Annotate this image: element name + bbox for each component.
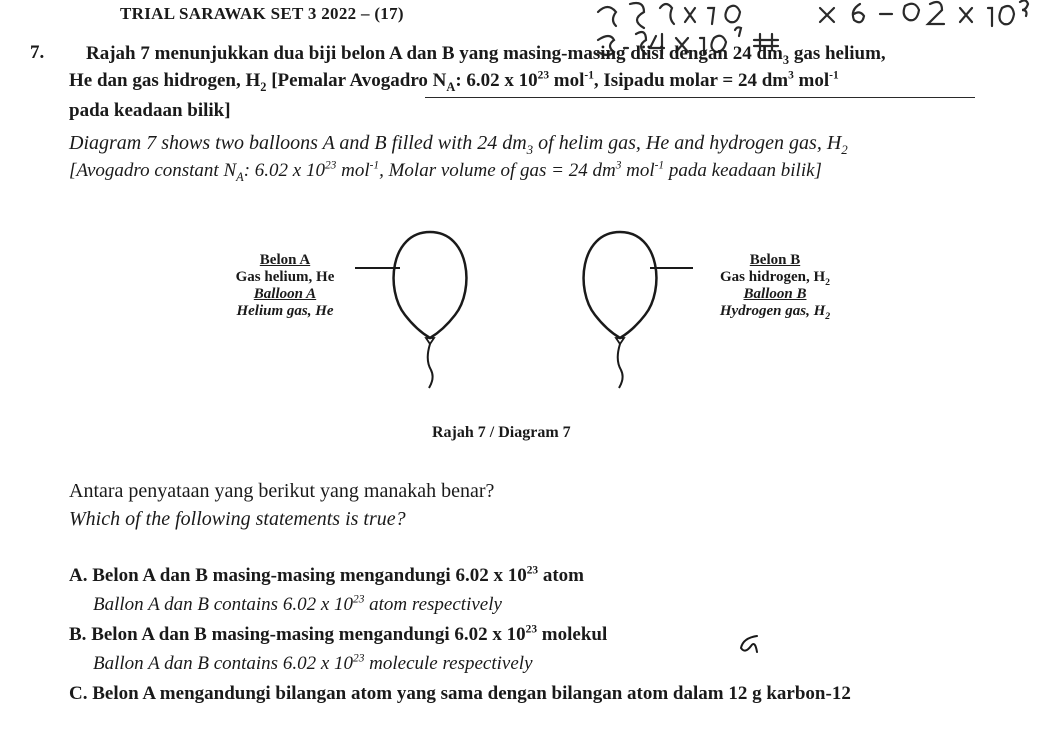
option-a-malay: A. Belon A dan B masing-masing mengandungi 6.02 x $10^{23}$ atom bbox=[69, 564, 584, 586]
question-malay-line2: He dan gas hidrogen, $H_2$ [Pemalar Avogadro $N_A$: 6.02 x $10^{23}$ mol$^{-1}$, Isipadu molar = 24 $dm^3$ mol$^{-1}$ bbox=[69, 69, 839, 94]
option-b-malay: B. Belon A dan B masing-masing mengandungi 6.02 x $10^{23}$ molekul bbox=[69, 623, 608, 645]
prompt-malay: Antara penyataan yang berikut yang manakah benar? bbox=[69, 480, 495, 502]
balloon-b-english-gas: Hydrogen gas, $H_2$ bbox=[719, 303, 831, 322]
question-malay-line3: pada keadaan bilik] bbox=[69, 100, 231, 121]
balloon-b bbox=[555, 220, 695, 395]
page-header: TRIAL SARAWAK SET 3 2022 – (17) bbox=[120, 4, 404, 23]
balloon-a-malay-gas: Gas helium, He bbox=[235, 269, 335, 285]
option-a-english: Ballon A dan B contains 6.02 x $10^{23}$ atom respectively bbox=[93, 593, 502, 615]
underline-mark bbox=[425, 97, 975, 98]
question-english-line1: Diagram 7 shows two balloons A and B filled with 24 $dm_3$ of helim gas, He and hydrogen gas, $H_2$ bbox=[69, 132, 848, 157]
option-b-english: Ballon A dan B contains 6.02 x $10^{23}$ molecule respectively bbox=[93, 652, 533, 674]
balloon-a-english-title: Balloon A bbox=[253, 286, 317, 302]
option-c-malay: C. Belon A mengandungi bilangan atom yang sama dengan bilangan atom dalam 12 g karbon-12 bbox=[69, 683, 851, 704]
balloon-b-malay-gas: Gas hidrogen, $H_2$ bbox=[719, 269, 831, 288]
balloon-b-labels bbox=[700, 252, 850, 320]
balloon-a-malay-title: Belon A bbox=[259, 252, 311, 268]
diagram-caption: Rajah 7 / Diagram 7 bbox=[432, 424, 571, 441]
balloon-a-string bbox=[428, 344, 433, 388]
balloon-a bbox=[355, 220, 485, 395]
balloon-a-english-gas: Helium gas, He bbox=[236, 303, 334, 319]
question-malay-line1: Rajah 7 menunjukkan dua biji belon A dan B yang masing-masing diisi dengan 24 $dm_3$ gas helium, bbox=[86, 43, 886, 67]
balloon-b-malay-title: Belon B bbox=[749, 252, 801, 268]
balloon-b-english-title: Balloon B bbox=[743, 286, 807, 302]
prompt-english: Which of the following statements is true? bbox=[69, 508, 406, 530]
balloon-b-string bbox=[618, 344, 623, 388]
checkmark-scribble bbox=[735, 633, 765, 655]
question-number: 7. bbox=[30, 42, 45, 63]
balloon-b-body bbox=[584, 232, 657, 338]
balloon-a-body bbox=[394, 232, 467, 338]
balloon-b-knot bbox=[616, 338, 624, 344]
balloon-a-knot bbox=[426, 338, 434, 344]
balloon-a-labels bbox=[210, 252, 360, 320]
question-english-line2: [Avogadro constant $N_A$: 6.02 x $10^{23}$ mol$^{-1}$, Molar volume of gas = 24 $dm^3$ mol$^{-1}$ pada keadaan bilik] bbox=[69, 159, 822, 184]
